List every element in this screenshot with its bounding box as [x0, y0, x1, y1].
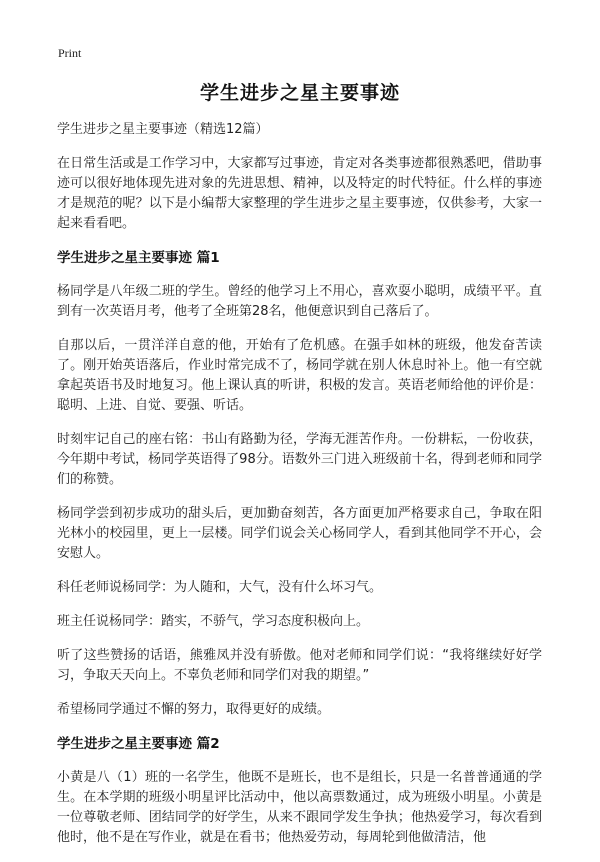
article-subtitle: 学生进步之星主要事迹（精选12篇） — [57, 122, 269, 137]
paragraph: 自那以后，一贯洋洋自意的他，开始有了危机感。在强手如林的班级，他发奋苦读了。刚开始英语落后，作业时常完成不了，杨同学就在别人休息时补上。他一有空就拿起英语书及时地复习。他上课认真的听讲，积极的发言。英语老师给他的评价是：聪明、上进、自觉、要强、听话。 — [57, 338, 542, 413]
paragraph: 希望杨同学通过不懈的努力，取得更好的成绩。 — [57, 702, 331, 717]
paragraph: 班主任说杨同学：踏实，不骄气，学习态度积极向上。 — [57, 614, 370, 629]
paragraph: 听了这些赞扬的话语，熊雅凤并没有骄傲。他对老师和同学们说：“我将继续好好学习，争取天天向上。不辜负老师和同学们对我的期望。” — [57, 648, 542, 683]
paragraph: 科任老师说杨同学：为人随和，大气，没有什么坏习气。 — [57, 580, 383, 595]
intro-paragraph: 在日常生活或是工作学习中，大家都写过事迹，肯定对各类事迹都很熟悉吧，借助事迹可以很好地体现先进对象的先进思想、精神，以及特定的时代特征。什么样的事迹才是规范的呢？以下是小编帮大家整理的学生进步之星主要事迹，仅供参考，大家一起来看看吧。 — [57, 156, 542, 231]
section-heading-1: 学生进步之星主要事迹 篇1 — [57, 250, 220, 266]
article-body — [57, 120, 542, 862]
paragraph: 小黄是八（1）班的一名学生，他既不是班长，也不是组长，只是一名普普通通的学生。在本学期的班级小明星评比活动中，他以高票数通过，成为班级小明星。小黄是一位尊敬老师、团结同学的好学生，从来不跟同学发生争执；他热爱学习，每次看到他时，他不是在写作业，就是在看书；他热爱劳动，每周轮到他做清洁，他 — [57, 770, 542, 845]
print-link[interactable]: Print — [58, 46, 82, 60]
paragraph: 时刻牢记自己的座右铭：书山有路勤为径，学海无涯苦作舟。一份耕耘，一份收获，今年期中考试，杨同学英语得了98分。语数外三门进入班级前十名，得到老师和同学们的称赞。 — [57, 432, 542, 487]
page-title: 学生进步之星主要事迹 — [199, 82, 400, 104]
paragraph: 杨同学是八年级二班的学生。曾经的他学习上不用心，喜欢耍小聪明，成绩平平。直到有一次英语月考，他考了全班第28名，他便意识到自己落后了。 — [57, 284, 542, 319]
paragraph: 杨同学尝到初步成功的甜头后，更加勤奋刻苦，各方面更加严格要求自己，争取在阳光林小的校园里，更上一层楼。同学们说会关心杨同学人，看到其他同学不开心，会安慰人。 — [57, 506, 542, 561]
section-heading-2: 学生进步之星主要事迹 篇2 — [57, 736, 220, 752]
